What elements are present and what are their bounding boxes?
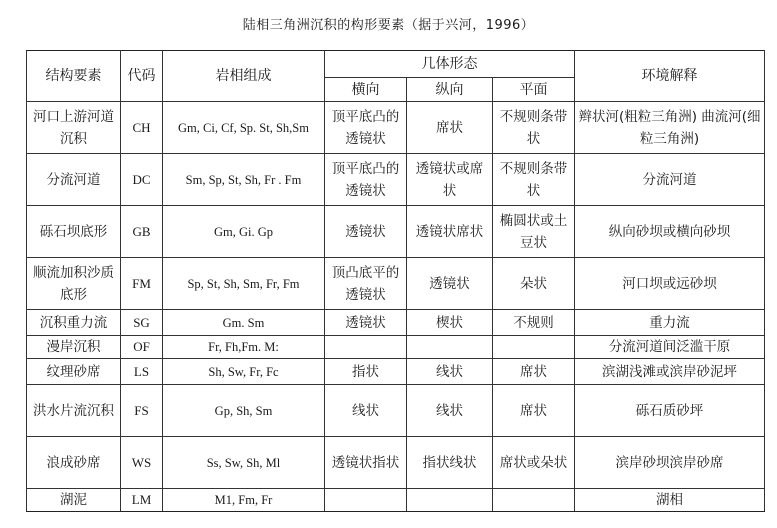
cell-environment: 砾石质砂坪 xyxy=(575,385,765,437)
cell-environment: 纵向砂坝或横向砂坝 xyxy=(575,206,765,258)
cell-element: 纹理砂席 xyxy=(27,359,121,385)
cell-plan: 朵状 xyxy=(493,258,575,310)
cell-longitudinal xyxy=(407,489,493,512)
cell-longitudinal: 透镜状或席状 xyxy=(407,154,493,206)
header-environment: 环境解释 xyxy=(575,51,765,102)
cell-horizontal: 线状 xyxy=(325,385,407,437)
cell-longitudinal xyxy=(407,336,493,359)
cell-environment: 重力流 xyxy=(575,310,765,336)
table-row xyxy=(27,489,765,512)
cell-longitudinal: 指状线状 xyxy=(407,437,493,489)
cell-code: CH xyxy=(121,102,163,154)
cell-environment: 滨岸砂坝滨岸砂席 xyxy=(575,437,765,489)
cell-element: 浪成砂席 xyxy=(27,437,121,489)
header-facies: 岩相组成 xyxy=(163,51,325,102)
cell-longitudinal: 席状 xyxy=(407,102,493,154)
cell-environment: 滨湖浅滩或滨岸砂泥坪 xyxy=(575,359,765,385)
table-row xyxy=(27,102,765,154)
table-row xyxy=(27,154,765,206)
cell-longitudinal: 透镜状席状 xyxy=(407,206,493,258)
architecture-elements-table xyxy=(26,50,765,512)
header-element: 结构要素 xyxy=(27,51,121,102)
cell-horizontal: 透镜状 xyxy=(325,206,407,258)
header-geometry: 几体形态 xyxy=(325,51,575,78)
cell-code: LM xyxy=(121,489,163,512)
cell-horizontal: 顶平底凸的透镜状 xyxy=(325,102,407,154)
cell-plan: 不规则 xyxy=(493,310,575,336)
cell-element: 洪水片流沉积 xyxy=(27,385,121,437)
cell-facies: Sm, Sp, St, Sh, Fr . Fm xyxy=(163,154,325,206)
cell-plan: 席状 xyxy=(493,359,575,385)
cell-facies: Gm. Sm xyxy=(163,310,325,336)
cell-facies: Ss, Sw, Sh, Ml xyxy=(163,437,325,489)
table-row xyxy=(27,336,765,359)
cell-horizontal xyxy=(325,336,407,359)
table-row xyxy=(27,359,765,385)
table-body xyxy=(27,102,765,512)
cell-element: 沉积重力流 xyxy=(27,310,121,336)
cell-code: LS xyxy=(121,359,163,385)
cell-code: GB xyxy=(121,206,163,258)
cell-facies: Gp, Sh, Sm xyxy=(163,385,325,437)
cell-environment: 辫状河(粗粒三角洲) 曲流河(细粒三角洲) xyxy=(575,102,765,154)
cell-longitudinal: 透镜状 xyxy=(407,258,493,310)
cell-plan: 不规则条带状 xyxy=(493,102,575,154)
table-row xyxy=(27,206,765,258)
cell-longitudinal: 线状 xyxy=(407,359,493,385)
cell-plan: 席状 xyxy=(493,385,575,437)
cell-facies: Sh, Sw, Fr, Fc xyxy=(163,359,325,385)
table-row xyxy=(27,258,765,310)
cell-element: 砾石坝底形 xyxy=(27,206,121,258)
header-plan: 平面 xyxy=(493,78,575,102)
cell-plan: 席状或朵状 xyxy=(493,437,575,489)
cell-horizontal: 透镜状 xyxy=(325,310,407,336)
cell-environment: 河口坝或远砂坝 xyxy=(575,258,765,310)
cell-horizontal: 透镜状指状 xyxy=(325,437,407,489)
cell-facies: Gm, Ci, Cf, Sp. St, Sh,Sm xyxy=(163,102,325,154)
cell-environment: 分流河道间泛滥干原 xyxy=(575,336,765,359)
cell-facies: Gm, Gi. Gp xyxy=(163,206,325,258)
cell-environment: 湖相 xyxy=(575,489,765,512)
cell-code: OF xyxy=(121,336,163,359)
cell-code: FS xyxy=(121,385,163,437)
cell-longitudinal: 线状 xyxy=(407,385,493,437)
cell-plan: 不规则条带状 xyxy=(493,154,575,206)
header-longitudinal: 纵向 xyxy=(407,78,493,102)
table-row xyxy=(27,310,765,336)
cell-longitudinal: 楔状 xyxy=(407,310,493,336)
cell-horizontal: 顶凸底平的透镜状 xyxy=(325,258,407,310)
table-title: 陆相三角洲沉积的构形要素（据于兴河，1996） xyxy=(242,18,535,33)
cell-element: 河口上游河道沉积 xyxy=(27,102,121,154)
cell-code: DC xyxy=(121,154,163,206)
cell-plan xyxy=(493,336,575,359)
header-code: 代码 xyxy=(121,51,163,102)
cell-element: 漫岸沉积 xyxy=(27,336,121,359)
cell-plan xyxy=(493,489,575,512)
table-row xyxy=(27,437,765,489)
header-horizontal: 横向 xyxy=(325,78,407,102)
cell-horizontal xyxy=(325,489,407,512)
cell-code: SG xyxy=(121,310,163,336)
cell-environment: 分流河道 xyxy=(575,154,765,206)
cell-facies: M1, Fm, Fr xyxy=(163,489,325,512)
cell-element: 顺流加积沙质底形 xyxy=(27,258,121,310)
cell-horizontal: 指状 xyxy=(325,359,407,385)
cell-facies: Sp, St, Sh, Sm, Fr, Fm xyxy=(163,258,325,310)
cell-element: 湖泥 xyxy=(27,489,121,512)
cell-facies: Fr, Fh,Fm. M: xyxy=(163,336,325,359)
cell-element: 分流河道 xyxy=(27,154,121,206)
cell-code: WS xyxy=(121,437,163,489)
cell-plan: 椭圆状或土豆状 xyxy=(493,206,575,258)
cell-code: FM xyxy=(121,258,163,310)
table-row xyxy=(27,385,765,437)
cell-horizontal: 顶平底凸的透镜状 xyxy=(325,154,407,206)
